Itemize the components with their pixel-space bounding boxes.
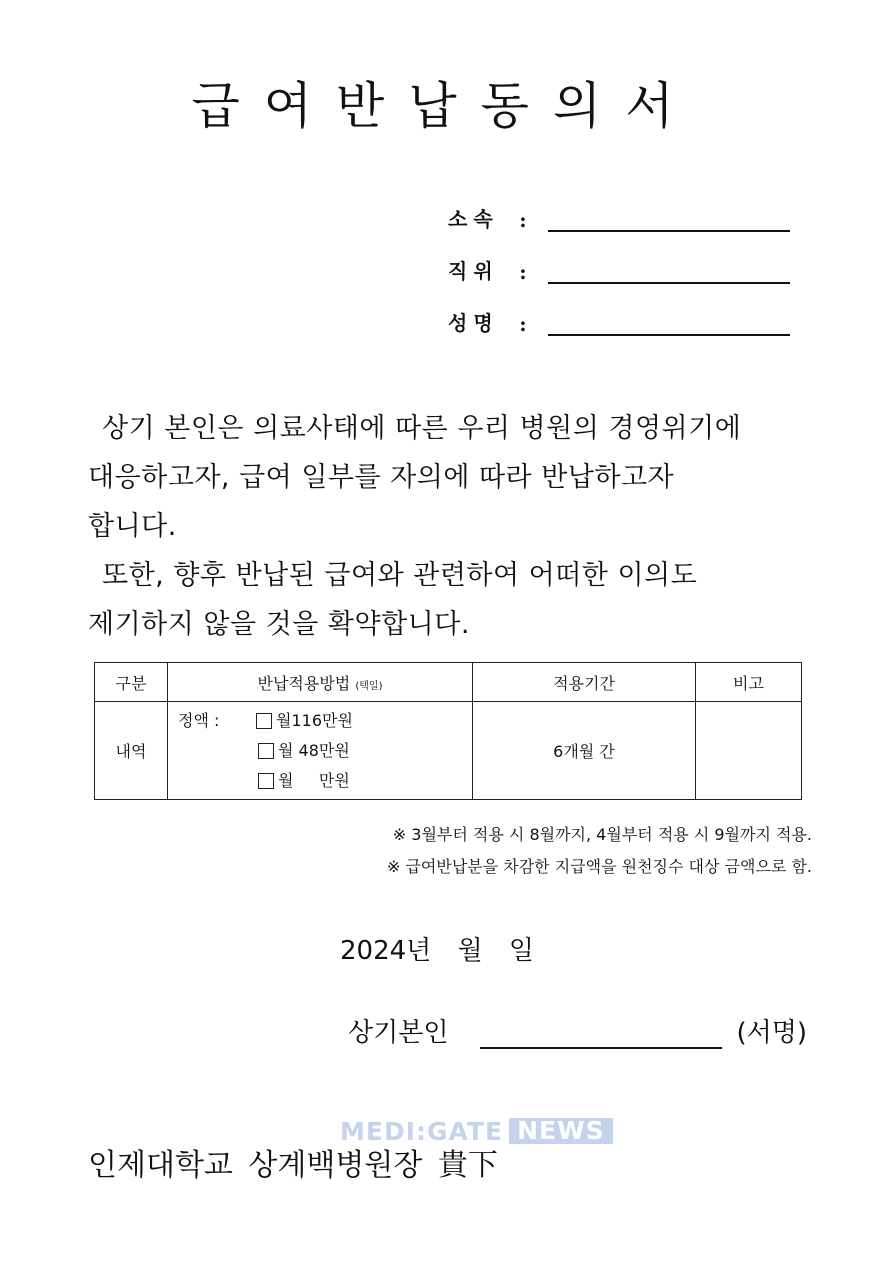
- table-header-row: [95, 663, 802, 702]
- field-colon: :: [519, 208, 527, 232]
- period-value: 6개월 간: [473, 702, 696, 800]
- signature-line[interactable]: [480, 1019, 722, 1049]
- option-116[interactable]: [178, 706, 472, 736]
- note-2: ※ 급여반납분을 차감한 지급액을 원천징수 대상 금액으로 함.: [386, 857, 812, 876]
- paragraph-line: 또한, 향후 반납된 급여와 관련하여 어떠한 이의도: [102, 560, 698, 591]
- document-title: 급여반납동의서: [191, 77, 698, 135]
- field-position: [448, 254, 790, 284]
- header-remark: 비고: [696, 663, 802, 702]
- blank-line: [548, 260, 790, 284]
- field-colon: :: [519, 260, 527, 284]
- option-custom[interactable]: [178, 766, 472, 796]
- option-label: 월116만원: [276, 711, 353, 730]
- option-label: 월 48만원: [278, 741, 350, 760]
- method-options: [168, 702, 473, 800]
- option-48[interactable]: [178, 736, 472, 766]
- header-method: [168, 663, 473, 702]
- watermark-badge: NEWS: [509, 1118, 613, 1144]
- option-label: 월 만원: [278, 771, 350, 790]
- signature-row: [348, 1012, 807, 1049]
- body-paragraph-1: [88, 404, 810, 551]
- field-colon: :: [519, 312, 527, 336]
- field-label: 성명: [448, 311, 499, 335]
- signature-note: (서명): [736, 1018, 807, 1048]
- body-paragraph-2: [88, 551, 810, 649]
- remark-value: [696, 702, 802, 800]
- return-method-table: [94, 662, 802, 800]
- blank-line: [548, 312, 790, 336]
- paragraph-line: 합니다.: [88, 511, 177, 542]
- method-prefix: 정액 :: [178, 711, 220, 730]
- header-category: 구분: [95, 663, 168, 702]
- date-line: 2024년 월 일: [340, 936, 535, 966]
- row-label: 내역: [95, 702, 168, 800]
- header-period: 적용기간: [473, 663, 696, 702]
- table-row: [95, 702, 802, 800]
- paragraph-line: 상기 본인은 의료사태에 따른 우리 병원의 경영위기에: [102, 413, 742, 444]
- note-1: ※ 3월부터 적용 시 8월까지, 4월부터 적용 시 9월까지 적용.: [392, 825, 812, 844]
- blank-line: [548, 208, 790, 232]
- field-label: 직위: [448, 259, 499, 283]
- watermark-text: MEDI:GATE: [340, 1116, 504, 1146]
- signer-label: 상기본인: [348, 1018, 449, 1048]
- paragraph-line: 대응하고자, 급여 일부를 자의에 따라 반납하고자: [88, 462, 675, 493]
- checkbox-icon[interactable]: [258, 773, 274, 789]
- paragraph-line: 제기하지 않을 것을 확약합니다.: [88, 609, 470, 640]
- field-name: [448, 306, 790, 336]
- header-method-label: 반납적용방법: [257, 673, 351, 693]
- header-method-note: (택일): [355, 680, 383, 692]
- checkbox-icon[interactable]: [258, 743, 274, 759]
- field-label: 소속: [448, 207, 499, 231]
- checkbox-icon[interactable]: [256, 713, 272, 729]
- field-affiliation: [448, 202, 790, 232]
- addressee: 인제대학교 상계백병원장 貴下: [88, 1148, 498, 1183]
